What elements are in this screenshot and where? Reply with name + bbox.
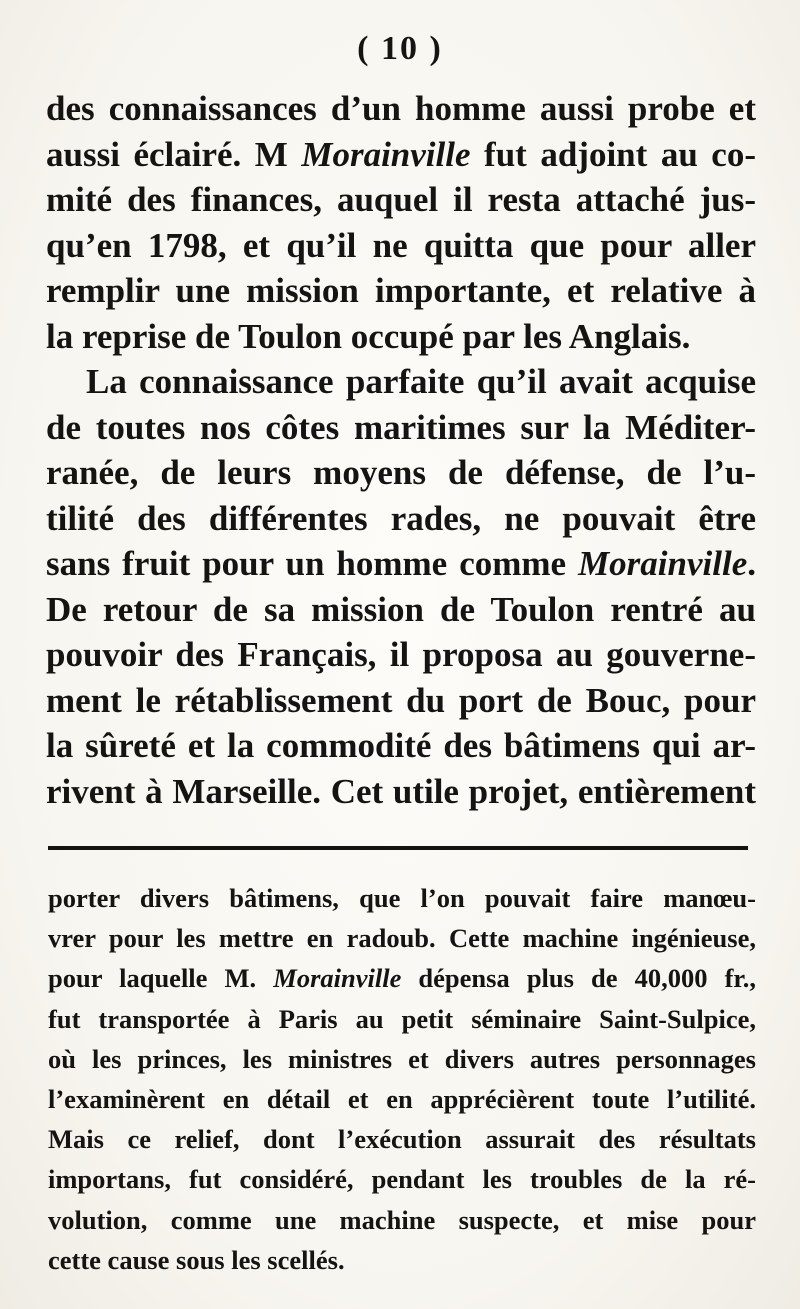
footnote-line: l’examinèrent en détail et en apprécièrent toute l’utilité.	[48, 1083, 756, 1114]
text-line: la sûreté et la commodité des bâtimens qui ar-	[46, 726, 756, 765]
footnote-line: fut transportée à Paris au petit séminaire Saint-Sulpice,	[48, 1003, 756, 1034]
text-line: De retour de sa mission de Toulon rentré au	[46, 589, 756, 629]
footnote-line: où les princes, les ministres et divers autres personnages	[48, 1043, 756, 1074]
footnote-line: pour laquelle M. Morainville dépensa plus de 40,000 fr.,	[48, 963, 757, 994]
text-line: de toutes nos côtes maritimes sur la Méditer-	[46, 407, 756, 447]
footnote-line: cette cause sous les scellés.	[48, 1244, 345, 1275]
footnote-line: volution, comme une machine suspecte, et mise pour	[48, 1204, 756, 1235]
text-line: pouvoir des Français, il proposa au gouverne-	[46, 635, 756, 674]
footnote-line: vrer pour les mettre en radoub. Cette machine ingénieuse,	[48, 923, 756, 954]
text-line: aussi éclairé. M Morainville fut adjoint au co-	[46, 134, 756, 174]
text-line: remplir une mission importante, et relative à	[46, 271, 756, 310]
footnote-line: porter divers bâtimens, que l’on pouvait faire manœu-	[48, 883, 756, 913]
text-line: la reprise de Toulon occupé par les Anglais.	[46, 316, 691, 356]
text-line: rivent à Marseille. Cet utile projet, entièrement	[46, 771, 756, 811]
text-line: sans fruit pour un homme comme Morainville.	[46, 544, 756, 583]
page-number: ( 10 )	[357, 30, 443, 67]
text-line: qu’en 1798, et qu’il ne quitta que pour aller	[46, 225, 756, 265]
text-line: tilité des différentes rades, ne pouvait être	[46, 498, 756, 538]
footnote-divider	[48, 846, 748, 850]
main-text-block	[46, 86, 756, 814]
text-line: ranée, de leurs moyens de défense, de l’u-	[46, 453, 756, 492]
footnote-line: importans, fut considéré, pendant les troubles de la ré-	[48, 1164, 756, 1195]
paragraph-start-line: La connaissance parfaite qu’il avait acquise	[86, 362, 756, 401]
footnote-block	[48, 878, 756, 1280]
text-line: ment le rétablissement du port de Bouc, pour	[46, 680, 756, 720]
text-line: mité des finances, auquel il resta attaché jus-	[46, 180, 756, 219]
footnote-line: Mais ce relief, dont l’exécution assurait des résultats	[48, 1124, 756, 1155]
text-line: des connaissances d’un homme aussi probe et	[46, 89, 756, 128]
